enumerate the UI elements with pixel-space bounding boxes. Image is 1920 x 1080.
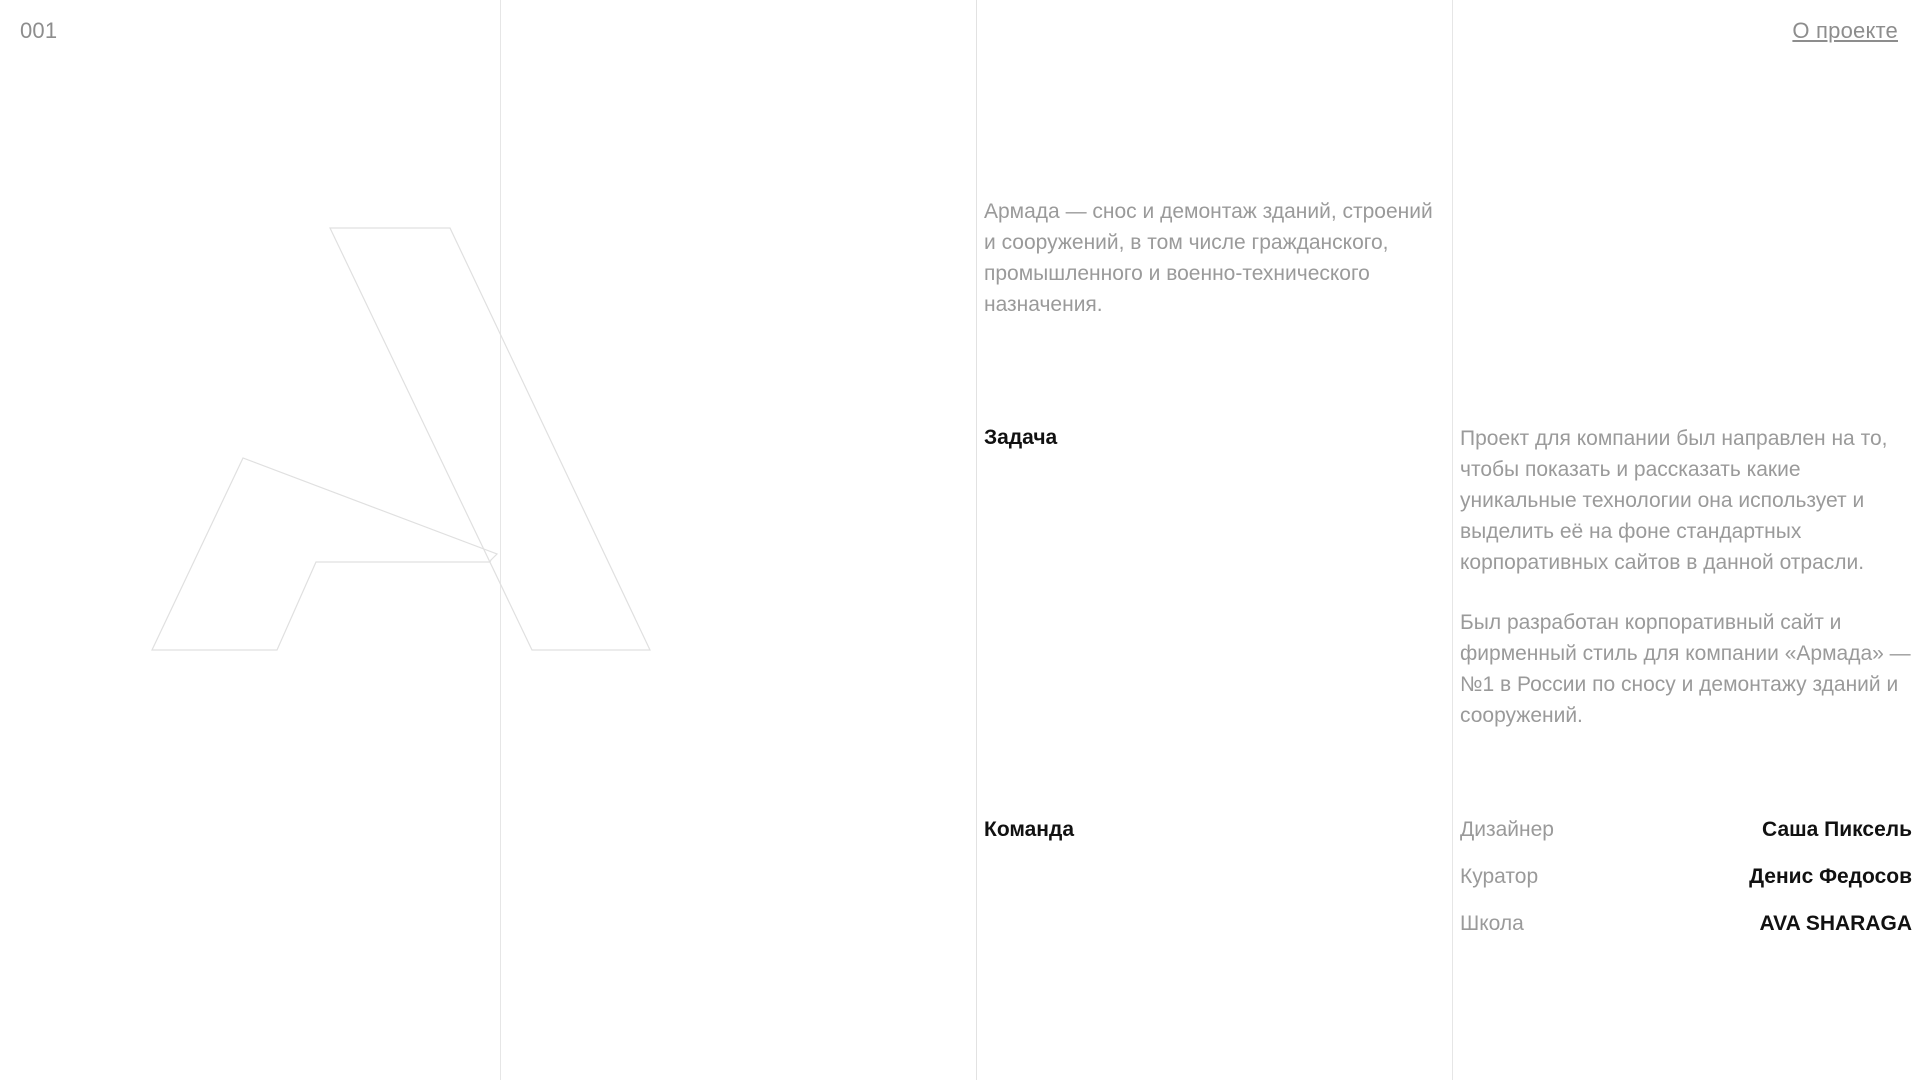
team-role: Дизайнер bbox=[1460, 818, 1554, 841]
table-row bbox=[1460, 862, 1912, 909]
team-role: Куратор bbox=[1460, 865, 1539, 888]
team-role: Школа bbox=[1460, 912, 1524, 935]
table-row bbox=[1460, 909, 1912, 956]
table-row bbox=[1460, 815, 1912, 862]
team-member-name: Денис Федосов bbox=[1749, 865, 1912, 888]
intro-paragraph: Армада — снос и демонтаж зданий, строений и сооружений, в том числе гражданского, промышленного и военно-технического назначения. bbox=[984, 200, 1433, 316]
task-paragraph-2: Был разработан корпоративный сайт и фирменный стиль для компании «Армада» — №1 в России по сносу и демонтажу зданий и сооружений. bbox=[1460, 611, 1911, 727]
column-rule-3 bbox=[1452, 0, 1453, 1080]
team-member-name: AVA SHARAGA bbox=[1759, 912, 1912, 935]
task-description bbox=[1460, 423, 1912, 731]
nav-link-about-project[interactable]: О проекте bbox=[1792, 18, 1898, 43]
team-member-name: Саша Пиксель bbox=[1762, 818, 1912, 841]
section-label-team: Команда bbox=[984, 818, 1074, 841]
page-header bbox=[0, 0, 1920, 66]
task-paragraph-1: Проект для компании был направлен на то, чтобы показать и рассказать какие уникальные технологии она использует и выделить её на фоне стандартных корпоративных сайтов в данной отрасли. bbox=[1460, 427, 1888, 574]
team-table bbox=[1460, 815, 1912, 956]
page-number: 001 bbox=[20, 18, 58, 43]
column-rule-2 bbox=[976, 0, 977, 1080]
letter-a-icon bbox=[150, 210, 690, 680]
section-label-task: Задача bbox=[984, 426, 1058, 449]
